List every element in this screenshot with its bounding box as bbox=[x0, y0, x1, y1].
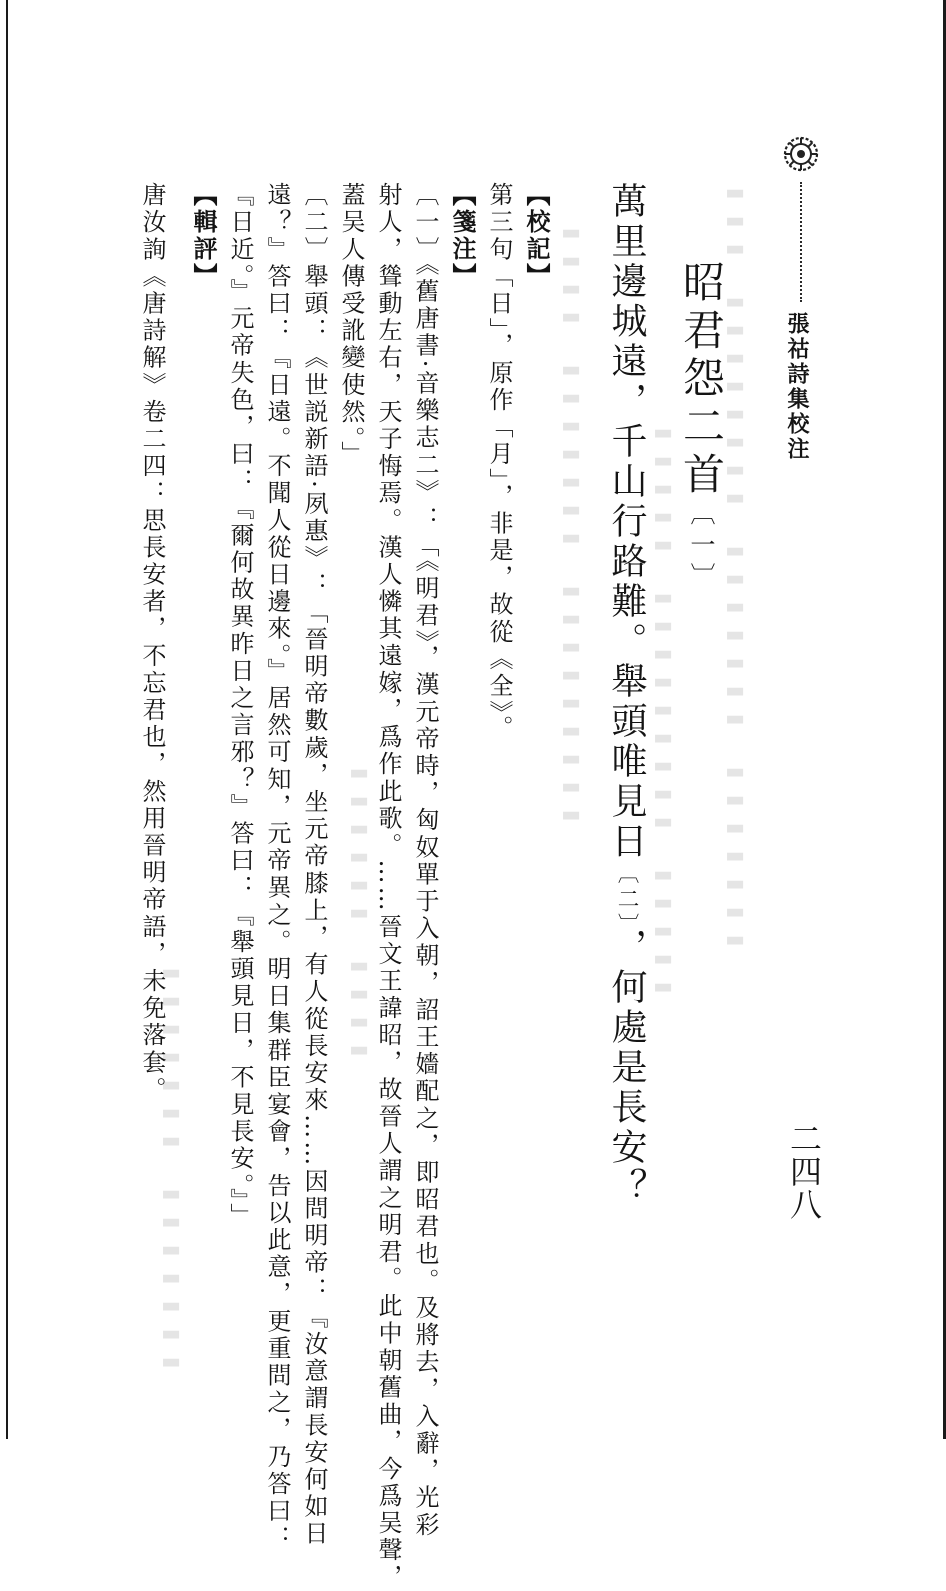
annotation-line: 遠？』答曰：『日遠。不聞人從日邊來。』居然可知，元帝異之。明日集群臣宴會，告以此意，更重問之，乃答曰： bbox=[263, 182, 291, 1553]
poem-title bbox=[677, 260, 726, 594]
annotation-line: 〔一〕《舊唐書·音樂志二》：「《明君》，漢元帝時，匈奴單于入朝，詔王嬙配之，即昭君也。及將去，入辭，光彩 bbox=[411, 182, 439, 1539]
collation-line: 第三句「日」，原作「月」，非是，故從《全》。 bbox=[485, 182, 513, 743]
bleed-through-ghost: ▬▬▬▬▬ ▬▬▬▬▬▬▬▬▬ ▬▬▬▬▬ bbox=[651, 420, 675, 1002]
commentary-line: 唐汝詢《唐詩解》卷二四：思長安者，不忘君也，然用晉明帝語，未免落套。 bbox=[138, 182, 166, 1104]
poem-line bbox=[606, 182, 647, 1208]
bleed-through-ghost: ▬▬▬▬▬▬ ▬▬▬▬ bbox=[347, 760, 371, 1065]
bleed-through-ghost: ▬▬▬▬▬▬▬ ▬▬▬▬▬▬▬ bbox=[159, 960, 183, 1377]
commentary-heading: 【輯評】 bbox=[189, 182, 218, 290]
poem-title-text: 昭君怨二首 bbox=[677, 260, 726, 500]
poem-title-note-marker: 〔一〕 bbox=[687, 500, 716, 594]
bleed-through-ghost: ▬▬▬ ▬▬▬▬▬▬▬▬ ▬▬▬▬▬▬▬ ▬▬▬▬▬▬▬ bbox=[723, 180, 747, 955]
page-border-left bbox=[6, 0, 8, 1439]
bleed-through-ghost: ▬▬▬▬ ▬▬▬▬▬▬▬ ▬▬▬▬▬▬▬▬▬ bbox=[559, 220, 583, 830]
annotation-line: 蓋吴人傳受訛變使然。」 bbox=[337, 182, 365, 469]
annotations-heading: 【箋注】 bbox=[448, 182, 477, 290]
dotted-rule bbox=[800, 182, 802, 302]
running-title: 張祜詩集校注 bbox=[784, 312, 810, 462]
poem-line-part-1: 萬里邊城遠，千山行路難。舉頭唯見日 bbox=[606, 182, 647, 862]
page-number: 二四八 bbox=[785, 1122, 823, 1221]
poem-line-note-marker: 〔二〕 bbox=[614, 862, 639, 928]
annotation-line: 射人，聳動左右，天子悔焉。漢人憐其遠嫁，爲作此歌。……晉文王諱昭，故晉人謂之明君。此中朝舊曲，今爲吴聲， bbox=[374, 182, 402, 1591]
annotation-line: 『日近。』元帝失色，曰：『爾何故異昨日之言邪？』答曰：『舉頭見日，不見長安。』」 bbox=[226, 182, 254, 1230]
collation-heading: 【校記】 bbox=[522, 182, 551, 290]
flower-ornament-icon bbox=[781, 134, 821, 174]
poem-line-part-2: ，何處是長安？ bbox=[606, 928, 647, 1208]
annotation-line: 〔二〕舉頭：《世説新語·夙惠》：「晉明帝數歲，坐元帝膝上，有人從長安來……因問明帝：『汝意謂長安何如日 bbox=[300, 182, 328, 1548]
